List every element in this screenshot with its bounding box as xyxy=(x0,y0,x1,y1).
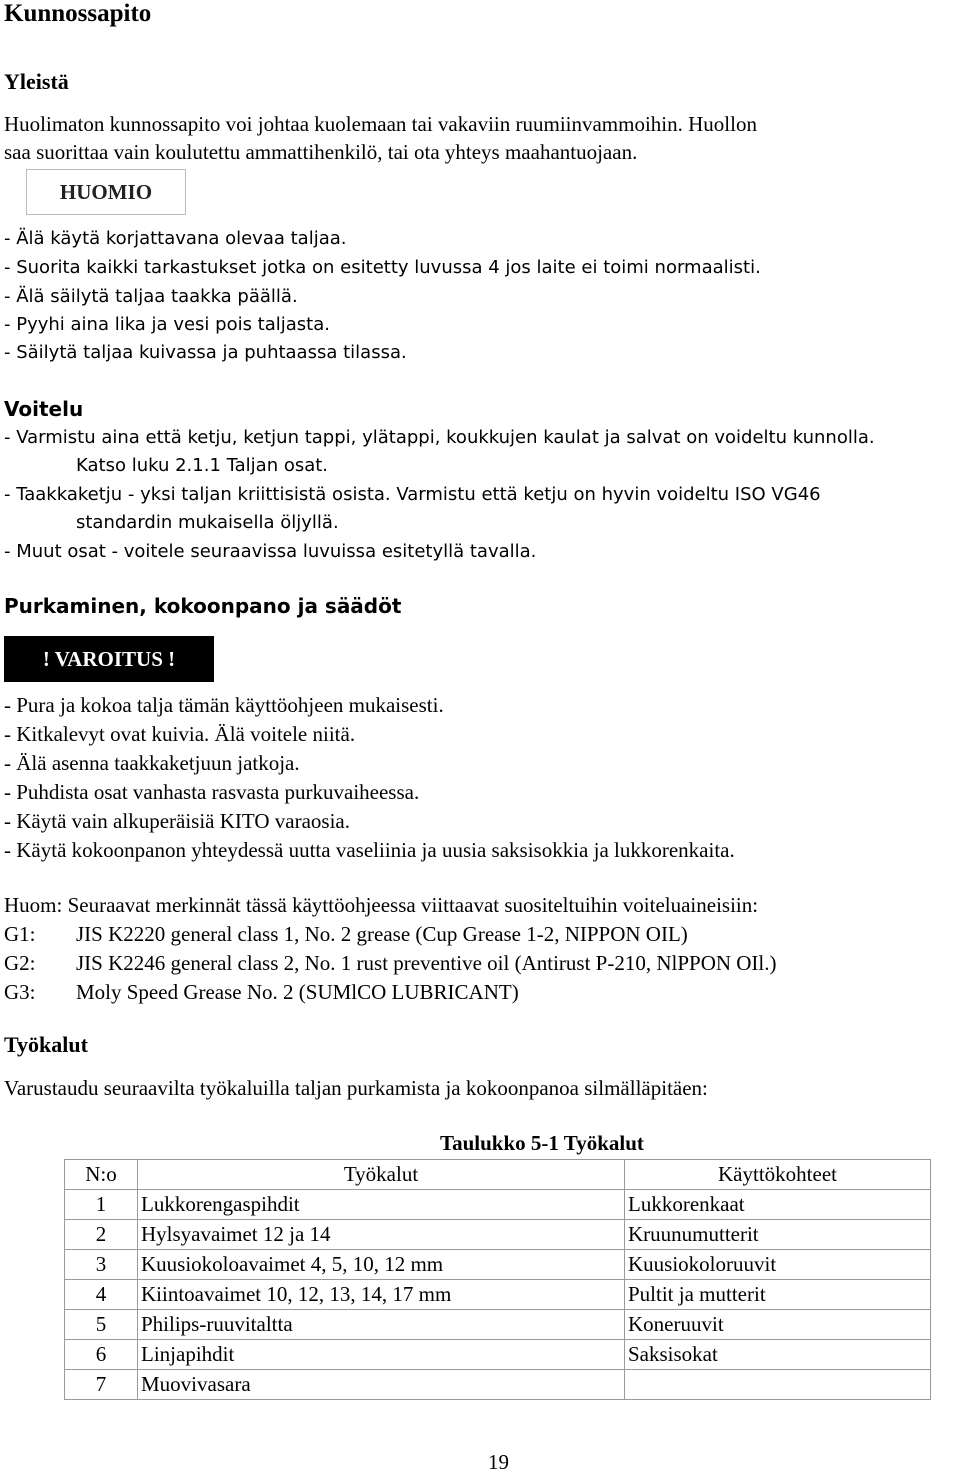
lubricant-code-g3: G3: xyxy=(4,980,36,1004)
table-row xyxy=(65,1280,931,1310)
assembly-item-5: - Käytä vain alkuperäisiä KITO varaosia. xyxy=(4,809,350,833)
lubricant-code-g1: G1: xyxy=(4,922,36,946)
lubrication-heading: Voitelu xyxy=(4,397,84,421)
tools-heading: Työkalut xyxy=(4,1032,88,1057)
table-row xyxy=(65,1310,931,1340)
general-intro-line1: Huolimaton kunnossapito voi johtaa kuolemaan tai vakaviin ruumiinvammoihin. Huollon xyxy=(4,112,757,136)
lubrication-item-2-line1: - Taakkaketju - yksi taljan kriittisistä osista. Varmistu että ketju on hyvin voideltu ISO VG46 xyxy=(4,484,821,505)
assembly-item-2: - Kitkalevyt ovat kuivia. Älä voitele niitä. xyxy=(4,722,356,746)
general-item-5: - Säilytä taljaa kuivassa ja puhtaassa tilassa. xyxy=(4,342,407,363)
row-usage: Kuusiokoloruuvit xyxy=(625,1250,931,1280)
general-item-2: - Suorita kaikki tarkastukset jotka on esitetty luvussa 4 jos laite ei toimi normaalisti. xyxy=(4,257,761,278)
warning-label: ! VAROITUS ! xyxy=(42,646,176,671)
lubricant-note-intro: Huom: Seuraavat merkinnät tässä käyttöohjeessa viittaavat suositeltuihin voiteluaineisiin: xyxy=(4,893,759,917)
row-usage: Pultit ja mutterit xyxy=(625,1280,931,1310)
page-title: Kunnossapito xyxy=(4,0,152,27)
general-intro-line2: saa suorittaa vain koulutettu ammattihenkilö, tai ota yhteys maahantuojaan. xyxy=(4,140,638,164)
assembly-item-4: - Puhdista osat vanhasta rasvasta purkuvaiheessa. xyxy=(4,780,420,804)
notice-label: HUOMIO xyxy=(59,179,153,204)
row-usage: Lukkorenkaat xyxy=(625,1190,931,1220)
tools-intro: Varustaudu seuraavilta työkaluilla taljan purkamista ja kokoonpanoa silmälläpitäen: xyxy=(4,1076,708,1100)
row-tool: Kuusiokoloavaimet 4, 5, 10, 12 mm xyxy=(138,1250,625,1280)
lubricant-desc-g3: Moly Speed Grease No. 2 (SUMlCO LUBRICANT) xyxy=(76,980,519,1004)
assembly-item-6: - Käytä kokoonpanon yhteydessä uutta vaseliinia ja uusia saksisokkia ja lukkorenkaita. xyxy=(4,838,735,862)
notice-box xyxy=(26,169,186,215)
table-row xyxy=(65,1250,931,1280)
row-tool: Lukkorengaspihdit xyxy=(138,1190,625,1220)
lubricant-desc-g2: JIS K2246 general class 2, No. 1 rust preventive oil (Antirust P-210, NlPPON OIl.) xyxy=(76,951,777,975)
row-tool: Linjapihdit xyxy=(138,1340,625,1370)
table-header-row xyxy=(65,1160,931,1190)
row-tool: Philips-ruuvitaltta xyxy=(138,1310,625,1340)
lubricant-code-g2: G2: xyxy=(4,951,36,975)
general-heading: Yleistä xyxy=(4,69,69,94)
lubricant-desc-g1: JIS K2220 general class 1, No. 2 grease (Cup Grease 1-2, NIPPON OIL) xyxy=(76,922,688,946)
row-number: 6 xyxy=(65,1340,138,1370)
table-row xyxy=(65,1370,931,1400)
row-number: 5 xyxy=(65,1310,138,1340)
assembly-heading: Purkaminen, kokoonpano ja säädöt xyxy=(4,594,402,618)
row-tool: Hylsyavaimet 12 ja 14 xyxy=(138,1220,625,1250)
table-row xyxy=(65,1220,931,1250)
lubrication-item-1-line2: Katso luku 2.1.1 Taljan osat. xyxy=(76,455,329,476)
row-number: 3 xyxy=(65,1250,138,1280)
page-number: 19 xyxy=(488,1450,509,1474)
lubrication-item-3: - Muut osat - voitele seuraavissa luvuissa esitetyllä tavalla. xyxy=(4,541,537,562)
lubrication-item-1-line1: - Varmistu aina että ketju, ketjun tappi, ylätappi, koukkujen kaulat ja salvat on voideltu kunnolla. xyxy=(4,427,875,448)
row-usage: Koneruuvit xyxy=(625,1310,931,1340)
row-number: 2 xyxy=(65,1220,138,1250)
row-number: 4 xyxy=(65,1280,138,1310)
table-row xyxy=(65,1340,931,1370)
general-item-3: - Älä säilytä taljaa taakka päällä. xyxy=(4,286,298,307)
assembly-item-1: - Pura ja kokoa talja tämän käyttöohjeen mukaisesti. xyxy=(4,693,444,717)
row-tool: Kiintoavaimet 10, 12, 13, 14, 17 mm xyxy=(138,1280,625,1310)
column-header-no: N:o xyxy=(65,1160,138,1190)
column-header-tools: Työkalut xyxy=(138,1160,625,1190)
tools-table xyxy=(64,1159,931,1400)
row-number: 7 xyxy=(65,1370,138,1400)
column-header-usage: Käyttökohteet xyxy=(625,1160,931,1190)
warning-box xyxy=(4,636,214,682)
general-item-1: - Älä käytä korjattavana olevaa taljaa. xyxy=(4,228,347,249)
table-row xyxy=(65,1190,931,1220)
row-usage xyxy=(625,1370,931,1400)
row-tool: Muovivasara xyxy=(138,1370,625,1400)
row-usage: Kruunumutterit xyxy=(625,1220,931,1250)
row-number: 1 xyxy=(65,1190,138,1220)
table-title: Taulukko 5-1 Työkalut xyxy=(440,1131,644,1155)
assembly-item-3: - Älä asenna taakkaketjuun jatkoja. xyxy=(4,751,300,775)
lubrication-item-2-line2: standardin mukaisella öljyllä. xyxy=(76,512,339,533)
row-usage: Saksisokat xyxy=(625,1340,931,1370)
general-item-4: - Pyyhi aina lika ja vesi pois taljasta. xyxy=(4,314,330,335)
